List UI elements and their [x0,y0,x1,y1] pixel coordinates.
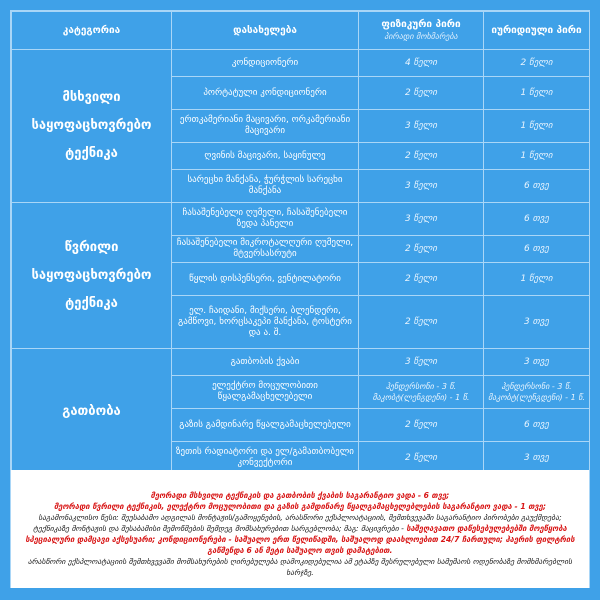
device-name-cell: წყლის დისპენსერი, ვენტილატორი [172,263,359,296]
legal-term-cell: 6 თვე [484,203,590,236]
legal-term-cell: 3 თვე [484,349,590,376]
device-name-cell: ერთკამერიანი მაცივარი, ორკამერიანი მაცივარი [172,110,359,143]
table-row [12,203,590,236]
physical-term-cell: ჰენდერსონი - 3 წ. მაკობტ(ლენგდენი) - 1 წ. [359,376,484,409]
physical-term-cell: 3 წელი [359,110,484,143]
physical-term-cell: 2 წელი [359,77,484,110]
device-name-cell: ღვინის მაცივარი, საყინულე [172,143,359,170]
note-emphasis: საშეღავათო დაწესებულებებში მოეწყობა სპეციალური დამცავი აქსესუარი; კონდიციონერები - საშუალო ერთ წელიწადში, საშუალოდ დაახლოებით 24/7 ჩართული; ჰაერის ფილტრის გაწმენდა 6 ან მეტი საშუალო თვის დამატებით. [25,524,575,555]
header-category: კატეგორია [12,12,172,50]
note-tail: არასწორი ექსპლოატაციის შემთხვევაში მომსახურების ღირებულება დამოკიდებულია ამ ეტაპზე შესრულებული სამუშაოს ოდენობაზე მომხმარებლის ხარჯზე. [27,557,573,577]
physical-term-cell: 2 წელი [359,263,484,296]
category-cell: წვრილი საყოფაცხოვრებო ტექნიკა [12,203,172,349]
physical-term-cell: 3 წელი [359,349,484,376]
note-body-block [21,512,579,556]
note-body: საგამონაკლისო წესი: შეუსაბამო ადგილას მონტაჟის/გამოყენების, არასწორი ექსპლოატაციის, შემთხვევაში საგარანტიო პირობები გაუქმდება; ტექნიკაზე მონტაჟის და შესაბამისი შემოწმების შემდეგ მომსახურებით სარგებლობა; მაგ: მაცივრები - [33,513,562,533]
table-row [12,349,590,376]
device-name-cell: გათბობის ქვაბი [172,349,359,376]
header-physical-label: ფიზიკური პირი [381,18,461,30]
note-line-2: მეორადი წვრილი ტექნიკის, ელექტრო მოცულობითი და გაზის გამდინარე წყალგამაცხელებლების საგარანტიო ვადა - 1 თვე; [54,502,546,511]
warranty-note [11,470,589,588]
warranty-table [11,11,590,475]
physical-term-cell: 2 წელი [359,236,484,263]
legal-term-cell: ჰენდერსონი - 3 წ. მაკობტ(ლენგდენი) - 1 წ. [484,376,590,409]
physical-term-cell: 4 წელი [359,50,484,77]
header-physical-sub: პირადი მოხმარება [384,31,458,41]
device-name-cell: კონდიციონერი [172,50,359,77]
device-name-cell: ჩასაშენებელი მიკროტალღური ღუმელი, მტვერსასრუტი [172,236,359,263]
legal-term-cell: 6 თვე [484,409,590,442]
category-cell: გათბობა [12,349,172,475]
category-cell: მსხვილი საყოფაცხოვრებო ტექნიკა [12,50,172,203]
device-name-cell: პორტატული კონდიციონერი [172,77,359,110]
legal-term-cell: 1 წელი [484,263,590,296]
legal-term-cell: 2 წელი [484,50,590,77]
physical-term-cell: 2 წელი [359,442,484,475]
legal-term-cell: 3 თვე [484,296,590,349]
legal-term-cell: 3 თვე [484,442,590,475]
device-name-cell: გაზის გამდინარე წყალგამაცხელებელი [172,409,359,442]
table-row [12,50,590,77]
legal-term-cell: 6 თვე [484,236,590,263]
physical-term-cell: 2 წელი [359,296,484,349]
physical-term-cell: 2 წელი [359,409,484,442]
device-name-cell: სარეცხი მანქანა, ჭურჭლის სარეცხი მანქანა [172,170,359,203]
physical-term-cell: 3 წელი [359,170,484,203]
legal-term-cell: 6 თვე [484,170,590,203]
device-name-cell: ელ. ჩაიდანი, მიქსერი, ბლენდერი, გამწოვი, ხორცსაკეპი მანქანა, ტოსტერი და ა. შ. [172,296,359,349]
header-legal: იურიდიული პირი [484,12,590,50]
legal-term-cell: 1 წელი [484,143,590,170]
legal-term-cell: 1 წელი [484,77,590,110]
physical-term-cell: 2 წელი [359,143,484,170]
device-name-cell: ელექტრო მოცულობითი წყალგამაცხელებელი [172,376,359,409]
header-name: დასახელება [172,12,359,50]
physical-term-cell: 3 წელი [359,203,484,236]
header-physical [359,12,484,50]
header-row [12,12,590,50]
device-name-cell: ზეთის რადიატორი და ელ/გამათბობელი კონვექტორი [172,442,359,475]
note-line-1: მეორადი მსხვილი ტექნიკის და გათბობის ქვაბის საგარანტიო ვადა - 6 თვე; [150,491,450,500]
legal-term-cell: 1 წელი [484,110,590,143]
device-name-cell: ჩასაშენებელი ღუმელი, ჩასაშენებელი ზედა პანელი [172,203,359,236]
